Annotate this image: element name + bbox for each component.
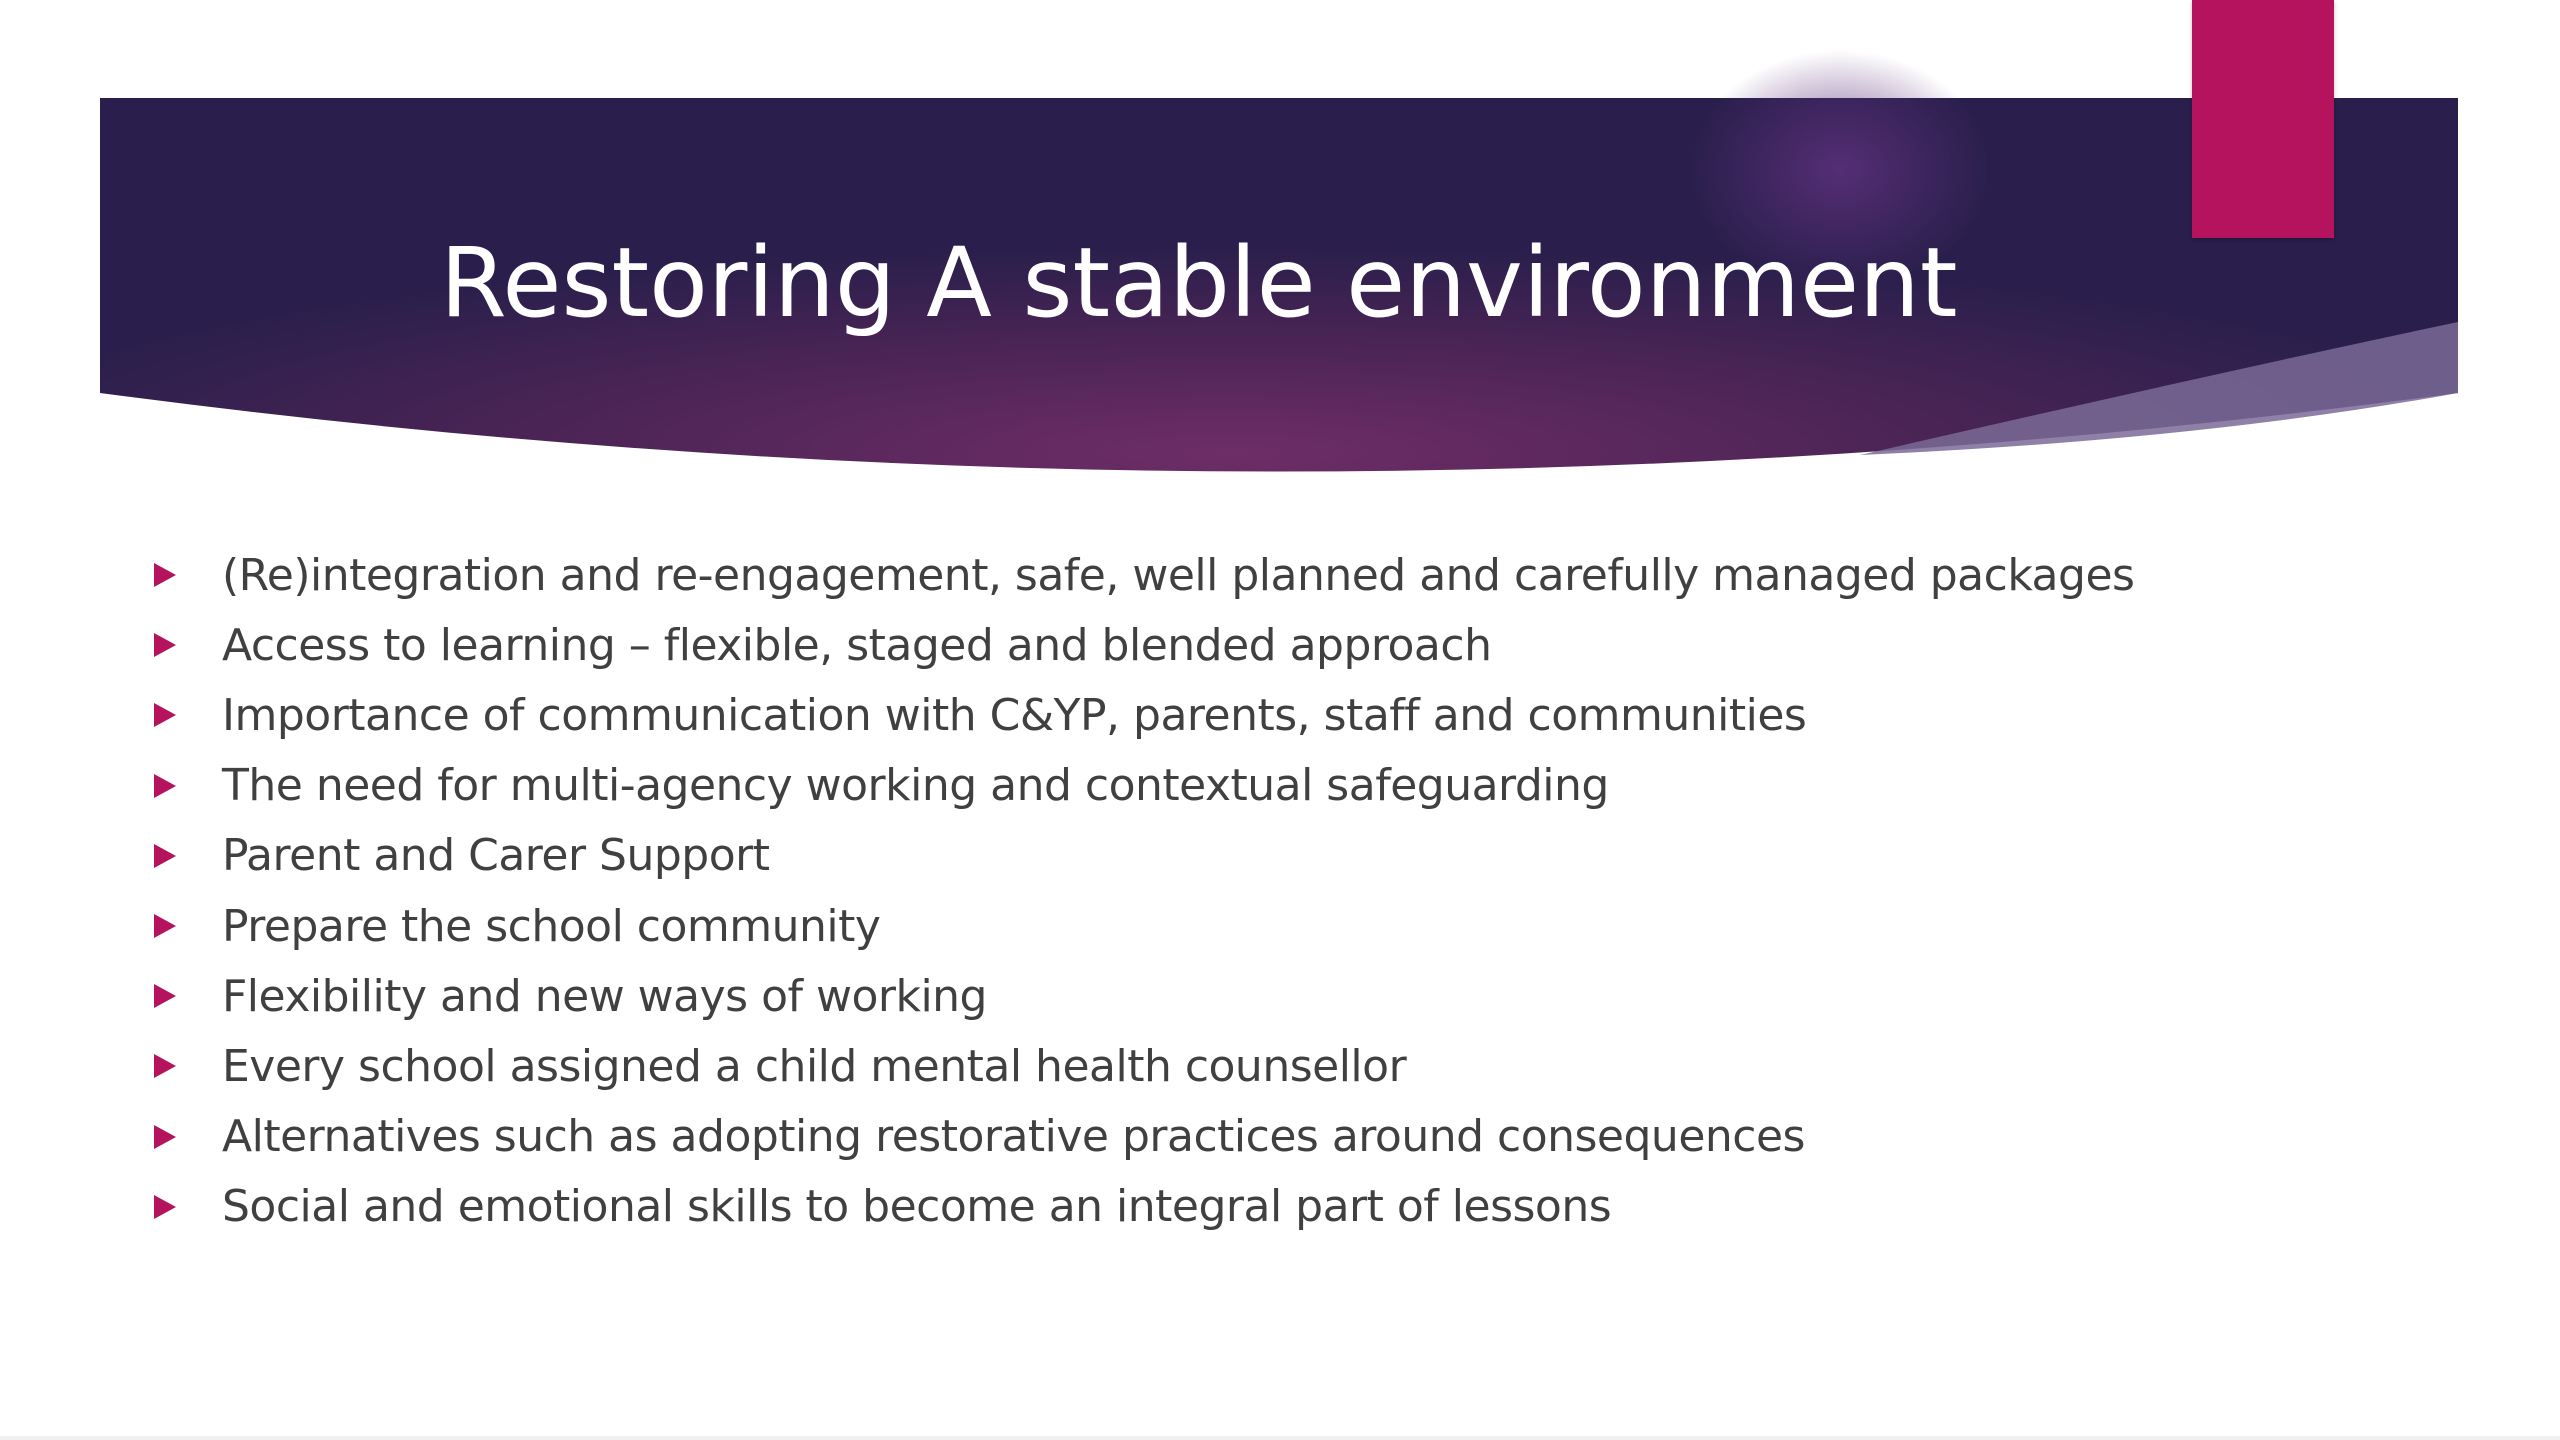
bullet-text: Parent and Carer Support (222, 830, 770, 882)
triangle-bullet-icon (154, 633, 176, 657)
triangle-bullet-icon (154, 914, 176, 938)
triangle-bullet-icon (154, 844, 176, 868)
bullet-item (150, 1172, 2450, 1242)
triangle-bullet-icon (154, 703, 176, 727)
bullet-text: Prepare the school community (222, 900, 881, 952)
slide-title: Restoring A stable environment (440, 227, 1958, 339)
bullet-item (150, 1102, 2450, 1172)
bullet-item (150, 540, 2450, 610)
slide-bottom-edge (0, 1436, 2560, 1440)
accent-tab (2192, 0, 2334, 238)
bullet-item (150, 751, 2450, 821)
bullet-text: Access to learning – flexible, staged and blended approach (222, 619, 1492, 671)
bullet-item (150, 891, 2450, 961)
bullet-item (150, 1031, 2450, 1101)
triangle-bullet-icon (154, 1054, 176, 1078)
bullet-text: (Re)integration and re-engagement, safe, well planned and carefully managed packages (222, 549, 2135, 601)
triangle-bullet-icon (154, 563, 176, 587)
bullet-text: Social and emotional skills to become an integral part of lessons (222, 1181, 1612, 1233)
bullet-text: Every school assigned a child mental health counsellor (222, 1040, 1407, 1092)
triangle-bullet-icon (154, 1125, 176, 1149)
bullet-item (150, 821, 2450, 891)
bullet-list (150, 540, 2450, 1242)
bullet-text: The need for multi-agency working and contextual safeguarding (222, 760, 1609, 812)
bullet-item (150, 680, 2450, 750)
triangle-bullet-icon (154, 984, 176, 1008)
bullet-text: Alternatives such as adopting restorative practices around consequences (222, 1111, 1805, 1163)
triangle-bullet-icon (154, 774, 176, 798)
bullet-text: Flexibility and new ways of working (222, 970, 987, 1022)
bullet-text: Importance of communication with C&YP, parents, staff and communities (222, 689, 1807, 741)
bullet-item (150, 961, 2450, 1031)
triangle-bullet-icon (154, 1195, 176, 1219)
bullet-item (150, 610, 2450, 680)
